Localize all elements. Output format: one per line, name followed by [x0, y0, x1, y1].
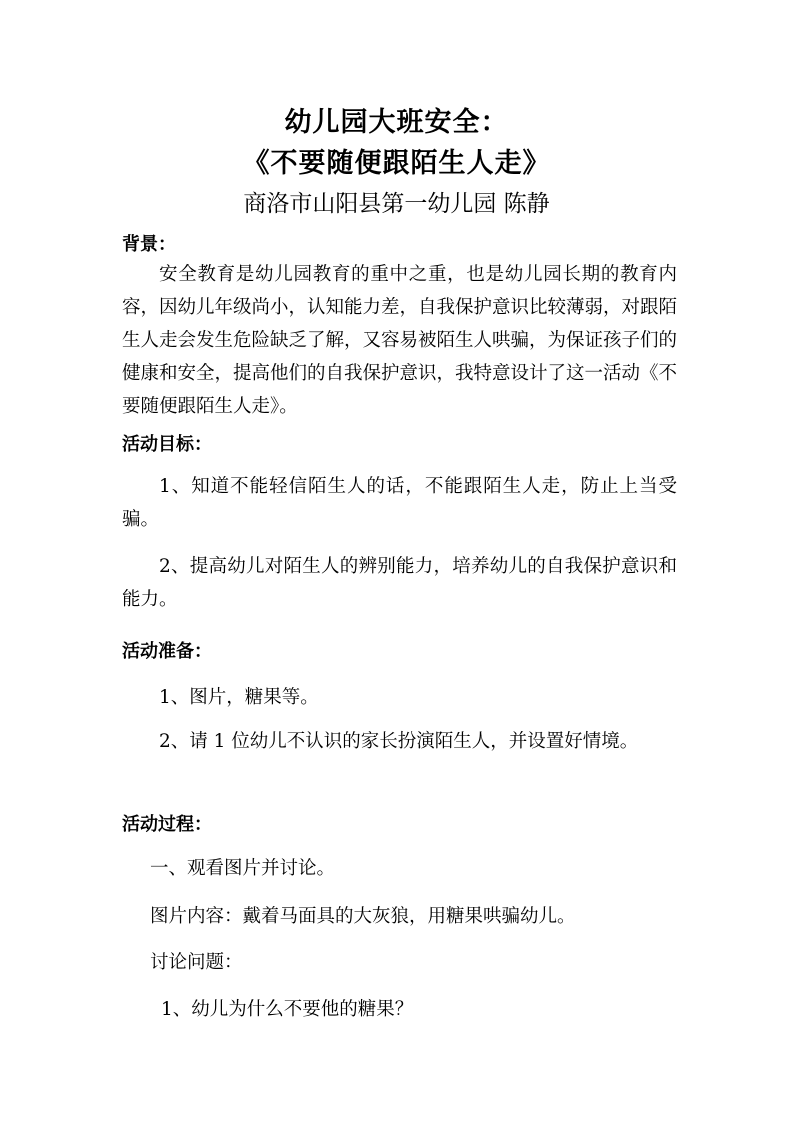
author-line: 商洛市山阳县第一幼儿园 陈静: [243, 191, 550, 217]
section-heading-preparation: 活动准备：: [122, 641, 212, 662]
process-step-1: 一、观看图片并讨论。: [150, 858, 336, 879]
section-heading-background: 背景：: [122, 234, 176, 255]
discussion-label: 讨论问题：: [150, 952, 243, 973]
discussion-question-1: 1、幼儿为什么不要他的糖果？: [161, 999, 414, 1020]
goal-item-2: 2、提高幼儿对陌生人的辨别能力，培养幼儿的自我保护意识和能力。: [122, 556, 677, 610]
section-heading-goals: 活动目标：: [122, 434, 212, 455]
preparation-item-1: 1、图片，糖果等。: [159, 687, 319, 708]
goal-item-1: 1、知道不能轻信陌生人的话，不能跟陌生人走，防止上当受骗。: [122, 476, 677, 530]
document-title-line2: 《不要随便跟陌生人走》: [242, 148, 551, 179]
section-heading-process: 活动过程：: [122, 814, 212, 835]
preparation-item-2: 2、请 1 位幼儿不认识的家长扮演陌生人，并设置好情境。: [159, 731, 639, 752]
picture-content-line: 图片内容：戴着马面具的大灰狼，用糖果哄骗幼儿。: [150, 906, 576, 927]
document-title-line1: 幼儿园大班安全：: [284, 107, 509, 138]
background-paragraph: 安全教育是幼儿园教育的重中之重，也是幼儿园长期的教育内容，因幼儿年级尚小，认知能力差，自我保护意识比较薄弱，对跟陌生人走会发生危险缺乏了解，又容易被陌生人哄骗，为保证孩子们的健康和安全，提高他们的自我保护意识，我特意设计了这一活动《不要随便跟陌生人走》。: [122, 264, 678, 417]
